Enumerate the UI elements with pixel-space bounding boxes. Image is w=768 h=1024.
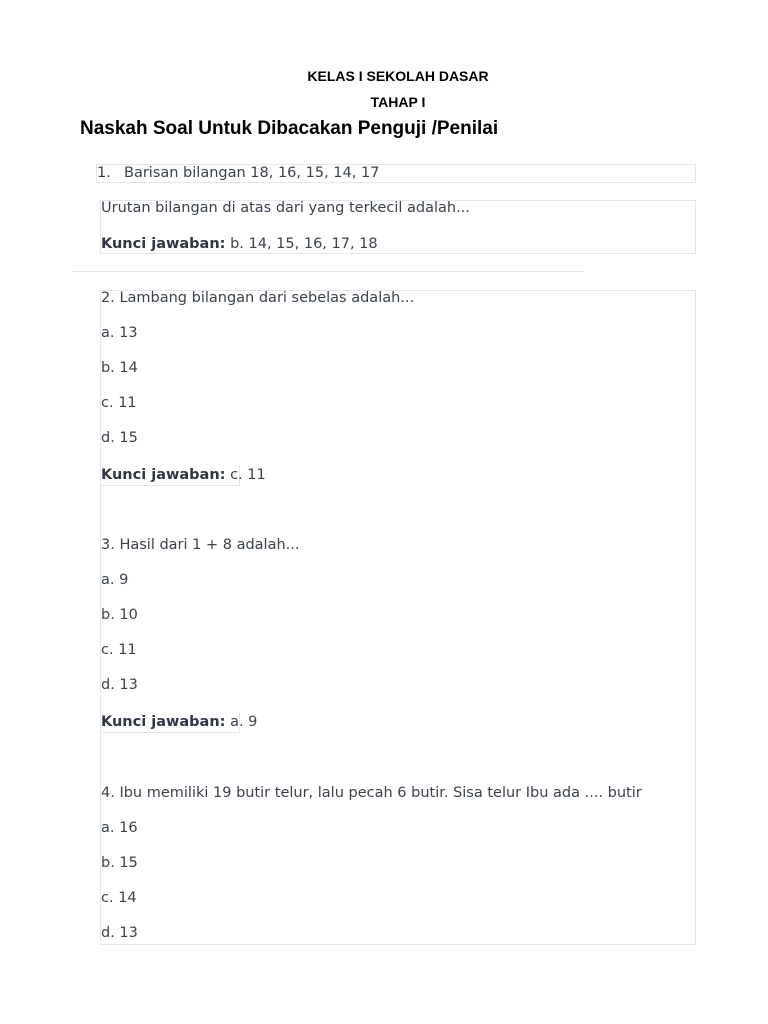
question-2-option-a: a. 13 <box>101 325 138 341</box>
answer-key-value: c. 11 <box>225 467 266 483</box>
question-1-number: 1. <box>97 165 111 181</box>
question-1-text: Barisan bilangan 18, 16, 15, 14, 17 <box>124 165 380 181</box>
question-4-option-a: a. 16 <box>101 820 138 836</box>
answer-key-3 <box>101 713 257 731</box>
question-3-option-b: b. 10 <box>101 607 138 623</box>
question-4-text: 4. Ibu memiliki 19 butir telur, lalu pecah 6 butir. Sisa telur Ibu ada .... butir <box>101 785 642 801</box>
question-3-text: 3. Hasil dari 1 + 8 adalah... <box>101 537 300 553</box>
answer-key-label: Kunci jawaban: <box>101 236 226 252</box>
class-heading: KELAS I SEKOLAH DASAR <box>307 68 489 84</box>
question-3-option-c: c. 11 <box>101 642 137 658</box>
answer-key-label: Kunci jawaban: <box>101 714 226 730</box>
question-3-option-d: d. 13 <box>101 677 138 693</box>
question-4-option-c: c. 14 <box>101 890 137 906</box>
divider <box>73 271 583 272</box>
answer-key-value: a. 9 <box>225 714 258 730</box>
answer-key-value: b. 14, 15, 16, 17, 18 <box>225 236 378 252</box>
questions-box <box>100 290 696 945</box>
document-title: Naskah Soal Untuk Dibacakan Penguji /Penilai <box>80 118 499 139</box>
question-1-prompt: Urutan bilangan di atas dari yang terkecil adalah... <box>101 200 470 216</box>
answer-key-label: Kunci jawaban: <box>101 467 226 483</box>
question-4-option-b: b. 15 <box>101 855 138 871</box>
answer-key-2 <box>101 466 266 484</box>
question-2-option-b: b. 14 <box>101 360 138 376</box>
question-4-option-d: d. 13 <box>101 925 138 941</box>
question-2-option-c: c. 11 <box>101 395 137 411</box>
question-2-text: 2. Lambang bilangan dari sebelas adalah... <box>101 290 415 306</box>
question-2-option-d: d. 15 <box>101 430 138 446</box>
stage-heading: TAHAP I <box>370 94 426 110</box>
answer-key-1 <box>101 235 378 253</box>
question-3-option-a: a. 9 <box>101 572 129 588</box>
